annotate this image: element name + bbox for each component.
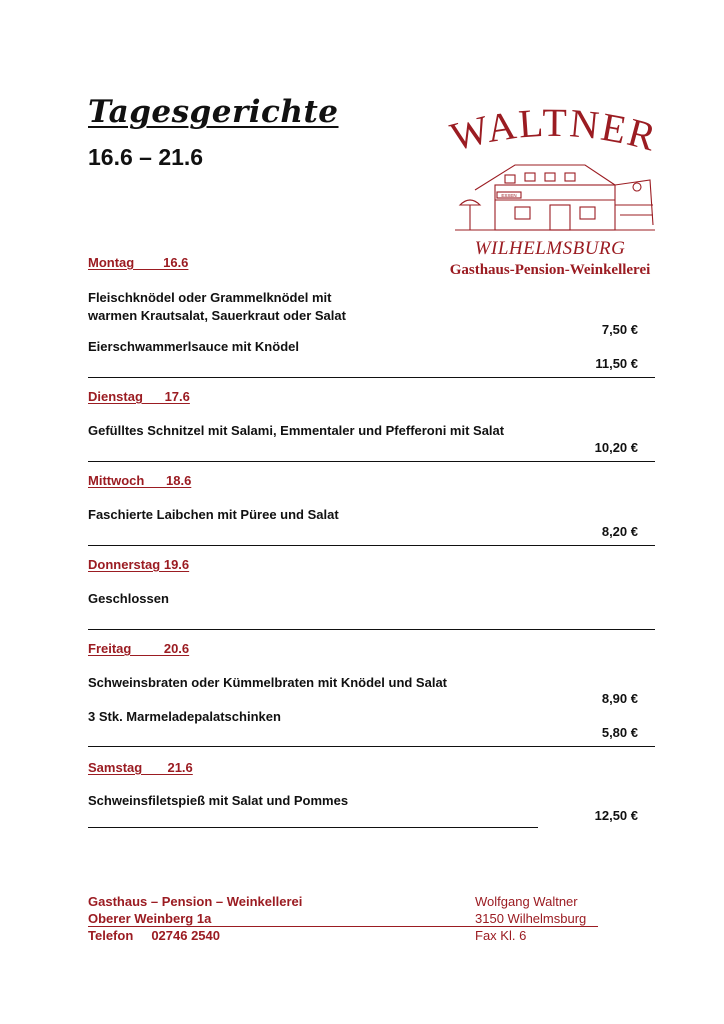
divider [88, 545, 655, 546]
footer-contact-left [88, 893, 302, 944]
dish-montag-1: Fleischknödel oder Grammelknödel mit warmen Krautsalat, Sauerkraut oder Salat [88, 290, 346, 323]
price-mittwoch-1: 8,20 € [601, 524, 638, 539]
divider [88, 461, 655, 462]
sign-text: ESSEN [501, 193, 517, 198]
footer-address: Oberer Weinberg 1a [88, 911, 212, 926]
price-montag-1: 7,50 € [601, 322, 638, 337]
dish-dienstag-1: Gefülltes Schnitzel mit Salami, Emmentaler und Pfefferoni mit Salat [88, 423, 505, 438]
day-header-samstag: Samstag 21.6 [88, 760, 193, 775]
day-header-freitag: Freitag 20.6 [88, 641, 190, 656]
price-dienstag-1: 10,20 € [594, 440, 638, 455]
divider [88, 629, 655, 630]
dish-freitag-2: 3 Stk. Marmeladepalatschinken [88, 709, 281, 724]
date-range: 16.6 – 21.6 [88, 144, 204, 170]
logo-tagline: Gasthaus-Pension-Weinkellerei [449, 262, 651, 278]
dish-donnerstag-1: Geschlossen [88, 591, 169, 606]
footer-owner: Wolfgang Waltner [475, 894, 578, 909]
price-samstag-1: 12,50 € [594, 808, 638, 823]
day-header-montag: Montag 16.6 [88, 255, 189, 270]
day-header-dienstag: Dienstag 17.6 [88, 389, 190, 404]
day-header-donnerstag: Donnerstag 19.6 [88, 557, 190, 572]
dish-samstag-1: Schweinsfiletspieß mit Salat und Pommes [88, 793, 349, 808]
footer-contact-right [475, 893, 586, 944]
divider [88, 746, 655, 747]
footer-phone: Telefon 02746 2540 [88, 928, 220, 943]
dish-mittwoch-1: Faschierte Laibchen mit Püree und Salat [88, 507, 339, 522]
footer-business-type: Gasthaus – Pension – Weinkellerei [88, 894, 303, 909]
footer-underline [88, 926, 598, 927]
day-header-mittwoch: Mittwoch 18.6 [88, 473, 192, 488]
page-title: Tagesgerichte [88, 94, 339, 130]
price-montag-2: 11,50 € [595, 356, 638, 371]
dish-freitag-1: Schweinsbraten oder Kümmelbraten mit Knödel und Salat [88, 675, 448, 690]
logo-name: WALTNER [445, 100, 663, 160]
price-freitag-2: 5,80 € [601, 725, 638, 740]
building-illustration [455, 145, 655, 235]
footer-fax: Fax Kl. 6 [475, 928, 527, 943]
footer-city: 3150 Wilhelmsburg [475, 911, 587, 926]
logo [415, 100, 690, 290]
price-freitag-1: 8,90 € [601, 691, 638, 706]
logo-city: WILHELMSBURG [474, 238, 626, 259]
divider [88, 377, 655, 378]
divider [88, 827, 538, 828]
dish-montag-2: Eierschwammerlsauce mit Knödel [88, 339, 299, 354]
